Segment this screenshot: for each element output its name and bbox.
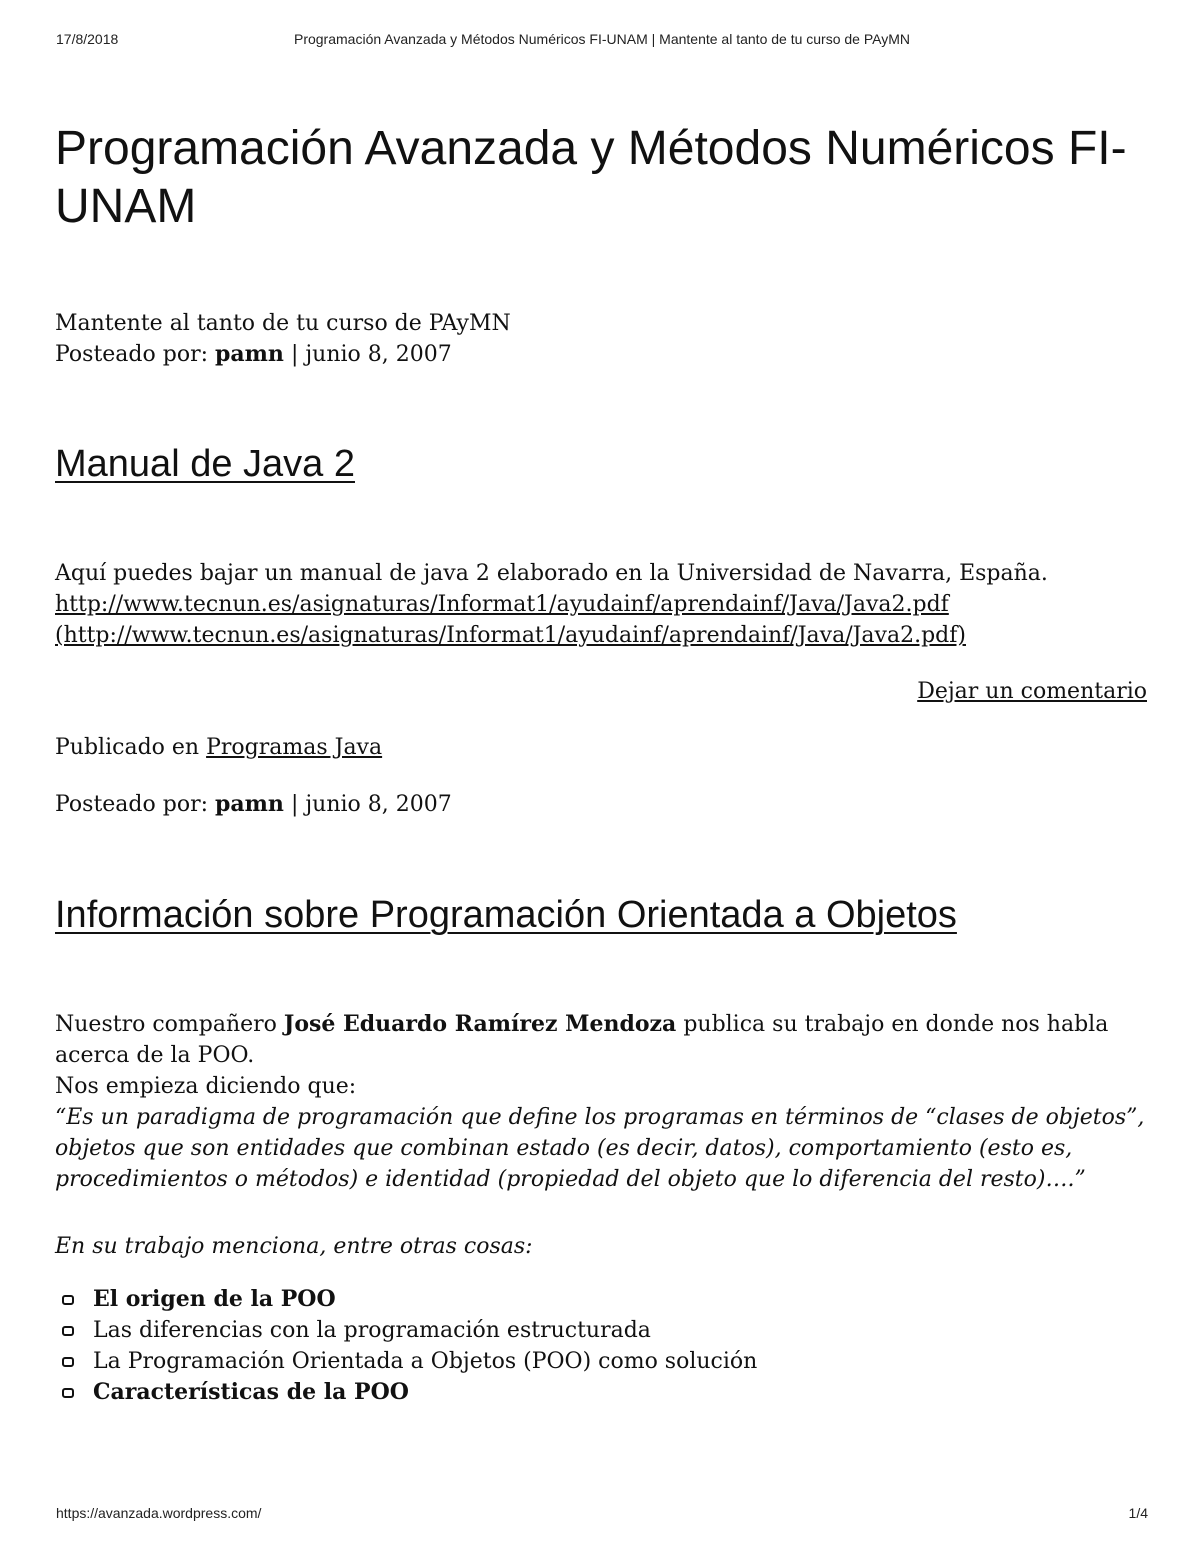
bullet-icon <box>62 1357 74 1367</box>
post-body-poo <box>55 1009 1147 1195</box>
topics-list <box>55 1284 757 1408</box>
post-date: junio 8, 2007 <box>305 342 452 367</box>
post-quote: “Es un paradigma de programación que define los programas en términos de “clases de objetos”, objetos que son entidades que combinan estado (es decir, datos), comportamiento (esto es, procedimientos o métodos) e identidad (propiedad del objeto que lo diferencia del resto)….” <box>55 1105 1145 1192</box>
list-item <box>55 1284 757 1315</box>
post-mentions: En su trabajo menciona, entre otras cosas: <box>55 1234 533 1259</box>
post-lead: Nos empieza diciendo que: <box>55 1074 357 1099</box>
post-intro <box>55 1009 1147 1071</box>
post-title-poo <box>55 892 957 938</box>
topic-text: Características de la POO <box>93 1379 409 1405</box>
student-name: José Eduardo Ramírez Mendoza <box>283 1011 677 1037</box>
meta-separator: | <box>290 792 299 817</box>
print-url: https://avanzada.wordpress.com/ <box>56 1505 262 1521</box>
post-author: pamn <box>215 791 284 817</box>
page-number: 1/4 <box>1128 1505 1148 1521</box>
published-in-label: Publicado en <box>55 735 200 760</box>
post-body-java <box>55 558 1147 651</box>
intro-after: publica su trabajo en donde nos habla acerca de la POO. <box>55 1012 1109 1068</box>
meta-separator: | <box>290 342 299 367</box>
print-header <box>56 31 1148 51</box>
intro-before: Nuestro compañero <box>55 1012 277 1037</box>
bullet-icon <box>62 1326 74 1336</box>
java-manual-link-printed[interactable]: (http://www.tecnun.es/asignaturas/Informat1/ayudainf/aprendainf/Java/Java2.pdf) <box>55 623 966 648</box>
java-manual-link[interactable]: http://www.tecnun.es/asignaturas/Informat1/ayudainf/aprendainf/Java/Java2.pdf <box>55 592 949 617</box>
comment-link-wrap <box>917 677 1147 707</box>
print-footer <box>56 1505 1148 1525</box>
category-link[interactable]: Programas Java <box>206 735 383 760</box>
site-title: Programación Avanzada y Métodos Numéricos FI-UNAM <box>55 122 1127 233</box>
post-author: pamn <box>215 341 284 367</box>
post-text-java: Aquí puedes bajar un manual de java 2 elaborado en la Universidad de Navarra, España. <box>55 561 1048 586</box>
list-item <box>55 1315 757 1346</box>
post-meta <box>55 339 452 370</box>
bullet-icon <box>62 1388 74 1398</box>
post-date: junio 8, 2007 <box>305 792 452 817</box>
list-item <box>55 1377 757 1408</box>
site-tagline: Mantente al tanto de tu curso de PAyMN <box>55 311 511 336</box>
list-item <box>55 1346 757 1377</box>
posted-by-label: Posteado por: <box>55 342 209 367</box>
print-date: 17/8/2018 <box>56 31 119 47</box>
posted-by-label: Posteado por: <box>55 792 209 817</box>
topic-text: Las diferencias con la programación estructurada <box>93 1318 651 1343</box>
post-category <box>55 733 382 763</box>
topic-text: La Programación Orientada a Objetos (POO) como solución <box>93 1349 758 1374</box>
print-document-title: Programación Avanzada y Métodos Numéricos FI-UNAM | Mantente al tanto de tu curso de PAyMN <box>293 31 911 47</box>
post-title-link-java[interactable]: Manual de Java 2 <box>55 443 355 485</box>
post-title-java <box>55 441 355 487</box>
leave-comment-link[interactable]: Dejar un comentario <box>917 679 1147 704</box>
topic-text: El origen de la POO <box>93 1286 336 1312</box>
post-title-link-poo[interactable]: Información sobre Programación Orientada a Objetos <box>55 894 957 936</box>
bullet-icon <box>62 1295 74 1305</box>
post-meta <box>55 789 452 820</box>
